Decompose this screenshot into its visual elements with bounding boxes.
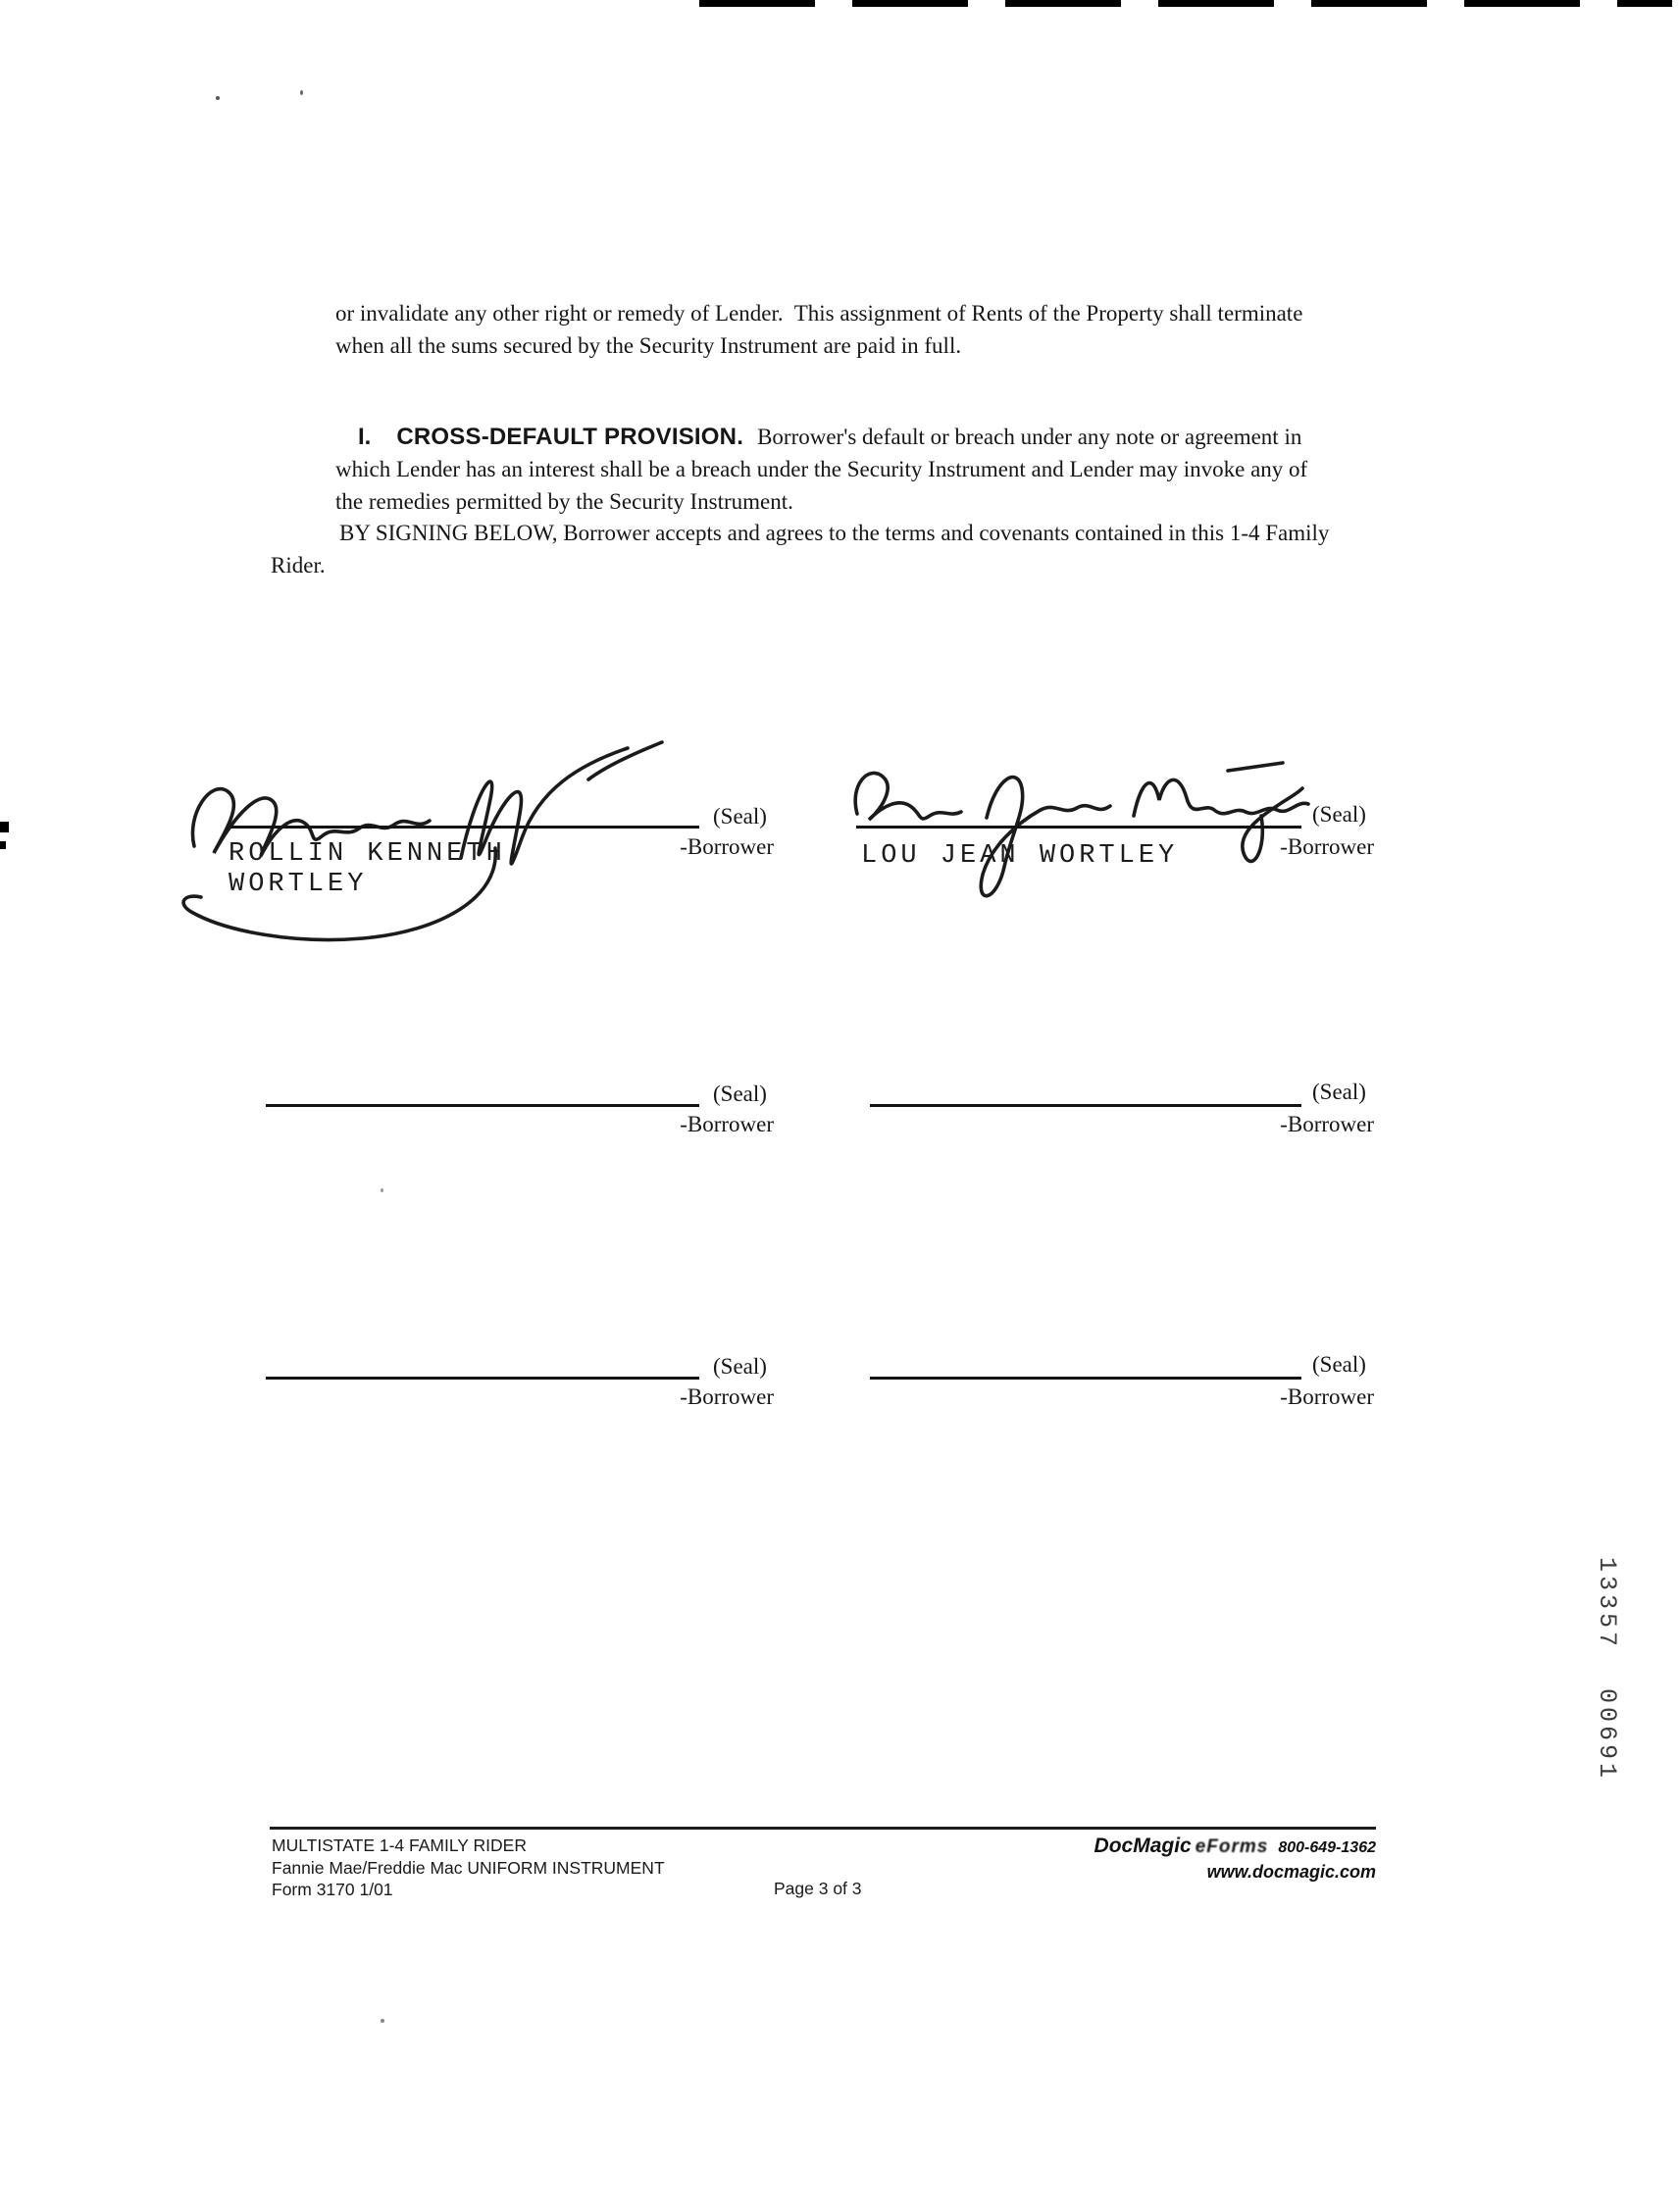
section-body: Borrower's default or breach under any note or agreement in which Lender has an interest shall be a breach under the Security Instrument and Lender may invoke any of the remedies permitted by the Security Instrument. [335, 425, 1313, 514]
paragraph-rents-continuation: or invalidate any other right or remedy of Lender. This assignment of Rents of the Property shall terminate when all the sums secured by the Security Instrument are paid in full. [335, 301, 1309, 358]
footer-brand-block [1094, 1835, 1376, 1883]
seal-label: (Seal) [1312, 1352, 1366, 1377]
borrower1-name-line2: WORTLEY [229, 870, 368, 899]
signature-line [230, 826, 699, 829]
brand-line [1094, 1835, 1376, 1858]
footer-rule [270, 1827, 1376, 1830]
seal-label: (Seal) [1312, 802, 1366, 827]
seal-label: (Seal) [713, 804, 767, 829]
borrower-label: -Borrower [680, 834, 774, 859]
scan-artifact-top-dashes [699, 0, 1672, 7]
borrower-label: -Borrower [1280, 834, 1374, 859]
paragraph-signing-statement: BY SIGNING BELOW, Borrower accepts and agrees to the terms and covenants contained in this 1-4 Family Rider. [271, 521, 1336, 578]
borrower1-signature [167, 721, 716, 946]
docmagic-logo: DocMagic [1094, 1835, 1192, 1857]
scan-artifact [300, 90, 303, 95]
borrower-label: -Borrower [1280, 1384, 1374, 1409]
page-indicator: Page 3 of 3 [774, 1879, 862, 1898]
seal-label: (Seal) [713, 1081, 767, 1106]
signature-line [266, 1104, 699, 1107]
footer-form-info [272, 1835, 665, 1901]
signature-line [266, 1377, 699, 1380]
scan-artifact [216, 96, 220, 100]
seal-label: (Seal) [1312, 1080, 1366, 1104]
borrower2-printed-name [861, 841, 1178, 872]
brand-phone: 800-649-1362 [1278, 1839, 1376, 1856]
signature-line [856, 826, 1301, 829]
borrower-label: -Borrower [680, 1384, 774, 1409]
footer-instrument: Fannie Mae/Freddie Mac UNIFORM INSTRUMENT [272, 1857, 665, 1878]
section-title: CROSS-DEFAULT PROVISION. [396, 424, 744, 450]
eforms-logo: eForms [1195, 1836, 1269, 1857]
footer-form-title: MULTISTATE 1-4 FAMILY RIDER [272, 1835, 527, 1855]
seal-label: (Seal) [713, 1354, 767, 1379]
borrower2-name: LOU JEAN WORTLEY [861, 841, 1179, 871]
signature-line [870, 1377, 1301, 1380]
borrower2-signature [840, 737, 1349, 924]
borrower1-name-line1: ROLLIN KENNETH [229, 839, 506, 869]
section-number: I. [358, 424, 372, 450]
scan-artifact [381, 1188, 383, 1192]
borrower-label: -Borrower [1280, 1112, 1374, 1136]
scan-artifact [381, 2019, 384, 2023]
margin-stamp-number: 13357 00691 [1593, 1557, 1621, 1783]
signature-line [870, 1104, 1301, 1107]
scan-artifact [0, 841, 6, 849]
borrower1-printed-name [229, 839, 506, 900]
footer-form-number: Form 3170 1/01 [272, 1880, 393, 1899]
borrower-label: -Borrower [680, 1112, 774, 1136]
scan-artifact [0, 822, 9, 832]
brand-website: www.docmagic.com [1206, 1862, 1376, 1882]
